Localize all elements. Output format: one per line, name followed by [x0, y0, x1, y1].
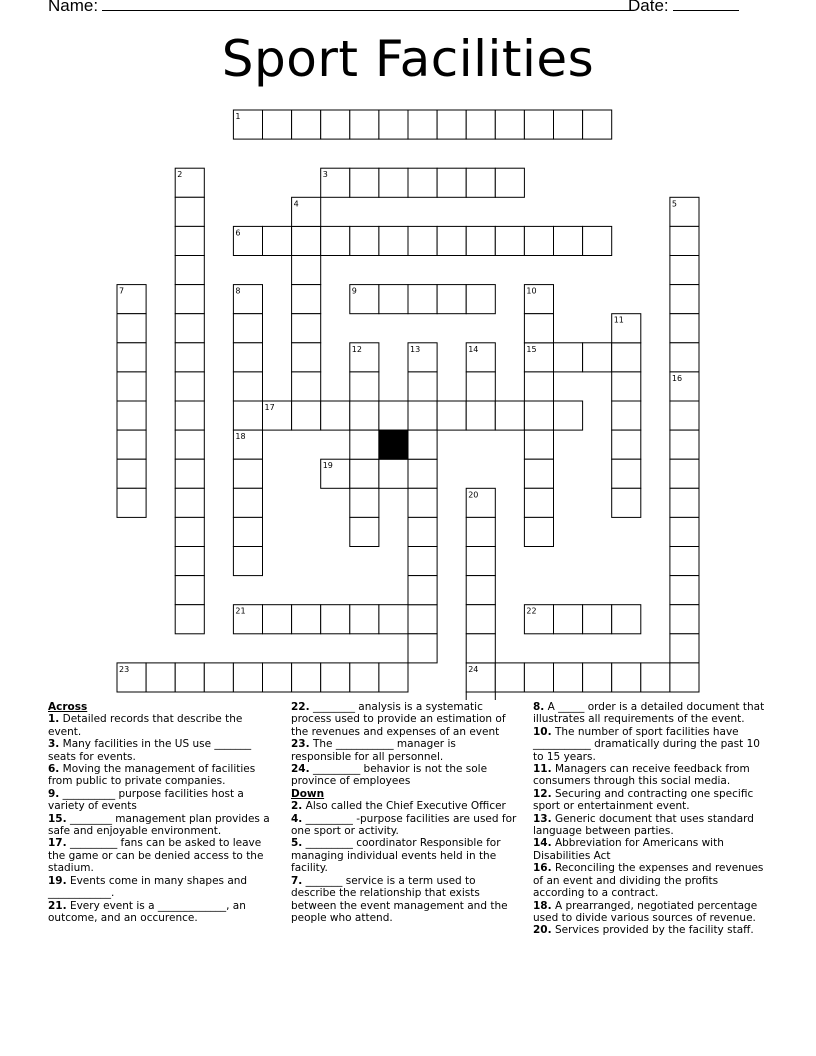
name-line[interactable]	[102, 0, 634, 11]
grid-cell[interactable]	[466, 517, 495, 546]
grid-cell[interactable]	[408, 343, 437, 372]
clue-down: 4. _________ -purpose facilities are used for one sport or activity.	[291, 812, 517, 838]
grid-cell[interactable]	[612, 459, 641, 488]
grid-cell[interactable]	[408, 285, 437, 314]
grid-cell[interactable]	[670, 576, 699, 605]
grid-cell[interactable]	[321, 110, 350, 139]
cell-number: 9	[351, 286, 357, 296]
grid-cell[interactable]	[175, 430, 204, 459]
grid-cell[interactable]	[670, 256, 699, 285]
grid-cell[interactable]	[408, 547, 437, 576]
grid-cell[interactable]	[495, 663, 524, 692]
grid-cell[interactable]	[175, 605, 204, 634]
clue-across: 17. _________ fans can be asked to leave the game or can be denied access to the stadium.	[48, 837, 264, 875]
grid-cell[interactable]	[350, 605, 379, 634]
cell-number: 11	[613, 315, 624, 325]
grid-cell[interactable]	[466, 372, 495, 401]
grid-cell[interactable]	[175, 314, 204, 343]
clue-down: 14. Abbreviation for Americans with Disabilities Act	[533, 837, 724, 862]
grid-cell[interactable]	[583, 663, 612, 692]
clues-column-2	[291, 701, 519, 924]
grid-cell[interactable]	[292, 401, 321, 430]
grid-cell[interactable]	[350, 430, 379, 459]
clue-down: 13. Generic document that uses standard language between parties.	[533, 812, 754, 838]
grid-cell[interactable]	[670, 517, 699, 546]
date-line[interactable]	[673, 0, 739, 11]
grid-cell[interactable]	[524, 663, 553, 692]
grid-cell[interactable]	[408, 372, 437, 401]
grid-cell[interactable]	[670, 285, 699, 314]
grid-cell[interactable]	[175, 576, 204, 605]
grid-cell[interactable]	[379, 663, 408, 692]
clue-across: 6. Moving the management of facilities from public to private companies.	[48, 763, 256, 788]
clue-down: 7. _______ service is a term used to describe the relationship that exists between the event management and the people who attend.	[291, 874, 508, 924]
grid-cell[interactable]	[612, 343, 641, 372]
grid-cell[interactable]	[524, 372, 553, 401]
grid-cell[interactable]	[117, 663, 146, 692]
grid-cell[interactable]	[379, 226, 408, 255]
grid-cell[interactable]	[670, 634, 699, 663]
grid-cell[interactable]	[408, 634, 437, 663]
cell-number: 16	[671, 373, 683, 383]
across-heading: Across	[48, 701, 88, 713]
grid-cell[interactable]	[612, 605, 641, 634]
grid-cell[interactable]	[263, 605, 292, 634]
clue-across: 22. ________ analysis is a systematic process used to provide an estimation of the revenues and expenses of an event	[291, 701, 506, 738]
grid-cell[interactable]	[117, 372, 146, 401]
cell-number: 24	[468, 664, 479, 674]
grid-cell[interactable]	[524, 314, 553, 343]
grid-cell[interactable]	[321, 459, 350, 488]
grid-cell[interactable]	[495, 226, 524, 255]
grid-cell[interactable]	[204, 663, 233, 692]
grid-cell[interactable]	[321, 226, 350, 255]
grid-cell[interactable]	[466, 547, 495, 576]
cell-number: 14	[468, 344, 479, 354]
date-field[interactable]	[628, 0, 739, 16]
clues-column-3	[533, 701, 769, 937]
cell-number: 5	[671, 199, 677, 209]
grid-cell[interactable]	[554, 110, 583, 139]
grid-cell[interactable]	[466, 168, 495, 197]
grid-cell[interactable]	[117, 459, 146, 488]
cell-number: 19	[322, 461, 333, 471]
cell-number: 8	[235, 286, 241, 296]
grid-cell[interactable]	[233, 459, 262, 488]
clue-across: 24. _________ behavior is not the sole province of employees	[291, 763, 488, 788]
grid-cell[interactable]	[292, 314, 321, 343]
grid-cell[interactable]	[146, 663, 175, 692]
cell-number: 23	[119, 664, 130, 674]
grid-cell[interactable]	[117, 285, 146, 314]
grid-cell[interactable]	[408, 576, 437, 605]
grid-cell[interactable]	[670, 401, 699, 430]
grid-cell[interactable]	[233, 605, 262, 634]
grid-cell[interactable]	[350, 343, 379, 372]
grid-cell[interactable]	[350, 372, 379, 401]
grid-cell[interactable]	[350, 488, 379, 517]
grid-cell[interactable]	[117, 488, 146, 517]
grid-cell[interactable]	[117, 401, 146, 430]
grid-cell[interactable]	[175, 401, 204, 430]
grid-cell[interactable]	[117, 314, 146, 343]
black-square	[379, 430, 408, 459]
grid-cell[interactable]	[175, 256, 204, 285]
cell-number: 6	[235, 228, 241, 238]
grid-cell[interactable]	[175, 459, 204, 488]
grid-cell[interactable]	[379, 110, 408, 139]
cell-number: 15	[526, 344, 537, 354]
grid-cell[interactable]	[466, 663, 495, 692]
grid-cell[interactable]	[670, 226, 699, 255]
grid-cell[interactable]	[175, 197, 204, 226]
grid-cell[interactable]	[408, 110, 437, 139]
grid-cell[interactable]	[292, 285, 321, 314]
grid-cell[interactable]	[524, 343, 553, 372]
grid-cell[interactable]	[350, 110, 379, 139]
grid-cell[interactable]	[379, 401, 408, 430]
clue-down: 20. Services provided by the facility staff.	[533, 924, 754, 937]
grid-cell[interactable]	[466, 401, 495, 430]
grid-cell[interactable]	[175, 547, 204, 576]
grid-cell[interactable]	[466, 605, 495, 634]
grid-cell[interactable]	[292, 197, 321, 226]
grid-cell[interactable]	[175, 343, 204, 372]
grid-cell[interactable]	[554, 605, 583, 634]
grid-cell[interactable]	[321, 401, 350, 430]
grid-cell[interactable]	[612, 401, 641, 430]
grid-cell[interactable]	[292, 256, 321, 285]
clue-across: 9. __________ purpose facilities host a variety of events	[48, 787, 244, 813]
cell-number: 22	[526, 606, 537, 616]
grid-cell[interactable]	[292, 663, 321, 692]
grid-cell[interactable]	[233, 343, 262, 372]
cell-number: 18	[235, 432, 246, 442]
grid-cell[interactable]	[379, 605, 408, 634]
grid-cell[interactable]	[466, 692, 495, 700]
grid-cell[interactable]	[495, 401, 524, 430]
clue-down: 10. The number of sport facilities have ___________ dramatically during the past 10 to 15 years.	[533, 725, 760, 763]
cell-number: 4	[293, 199, 299, 209]
grid-cell[interactable]	[495, 110, 524, 139]
grid-cell[interactable]	[524, 226, 553, 255]
grid-cell[interactable]	[233, 110, 262, 139]
clue-across: 1. Detailed records that describe the event.	[48, 713, 243, 738]
grid-cell[interactable]	[263, 401, 292, 430]
grid-cell[interactable]	[437, 110, 466, 139]
grid-cell[interactable]	[408, 430, 437, 459]
clue-across: 19. Events come in many shapes and ____________.	[48, 874, 248, 900]
clue-down: 5. _________ coordinator Responsible for managing individual events held in the facility.	[291, 837, 501, 875]
grid-cell[interactable]	[437, 168, 466, 197]
grid-cell[interactable]	[583, 226, 612, 255]
grid-cell[interactable]	[612, 372, 641, 401]
grid-cell[interactable]	[641, 663, 670, 692]
grid-cell[interactable]	[670, 430, 699, 459]
cell-number: 12	[351, 344, 362, 354]
grid-cell[interactable]	[670, 663, 699, 692]
grid-cell[interactable]	[466, 343, 495, 372]
grid-cell[interactable]	[466, 285, 495, 314]
grid-cell[interactable]	[408, 459, 437, 488]
grid-cell[interactable]	[408, 168, 437, 197]
clues-column-1	[48, 701, 276, 924]
grid-cell[interactable]	[175, 168, 204, 197]
grid-cell[interactable]	[175, 488, 204, 517]
clue-across: 21. Every event is a _____________, an outcome, and an occurence.	[48, 899, 246, 924]
grid-cell[interactable]	[670, 547, 699, 576]
grid-cell[interactable]	[233, 226, 262, 255]
grid-cell[interactable]	[554, 663, 583, 692]
grid-cell[interactable]	[117, 430, 146, 459]
grid-cell[interactable]	[670, 372, 699, 401]
grid-cell[interactable]	[466, 576, 495, 605]
grid-cell[interactable]	[583, 343, 612, 372]
grid-cell[interactable]	[175, 663, 204, 692]
grid-cell[interactable]	[117, 343, 146, 372]
grid-cell[interactable]	[292, 110, 321, 139]
grid-cell[interactable]	[524, 459, 553, 488]
grid-cell[interactable]	[408, 226, 437, 255]
clue-down: 8. A _____ order is a detailed document that illustrates all requirements of the event.	[533, 701, 765, 726]
grid-cell[interactable]	[408, 488, 437, 517]
grid-cell[interactable]	[321, 605, 350, 634]
grid-cell[interactable]	[175, 285, 204, 314]
cell-number: 2	[177, 170, 183, 180]
name-label: Name:	[48, 0, 99, 15]
grid-cell[interactable]	[466, 488, 495, 517]
grid-cell[interactable]	[408, 605, 437, 634]
page-title: Sport Facilities	[221, 30, 595, 88]
grid-cell[interactable]	[175, 226, 204, 255]
cell-number: 3	[322, 170, 328, 180]
cell-number: 20	[468, 490, 479, 500]
grid-cell[interactable]	[321, 663, 350, 692]
clue-down: 12. Securing and contracting one specific sport or entertainment event.	[533, 787, 754, 813]
grid-cell[interactable]	[233, 401, 262, 430]
grid-cell[interactable]	[233, 547, 262, 576]
grid-cell[interactable]	[670, 605, 699, 634]
grid-cell[interactable]	[263, 226, 292, 255]
grid-cell[interactable]	[292, 343, 321, 372]
grid-cell[interactable]	[350, 517, 379, 546]
grid-cell[interactable]	[350, 459, 379, 488]
clue-across: 15. ________ management plan provides a safe and enjoyable environment.	[48, 812, 270, 838]
grid-cell[interactable]	[554, 401, 583, 430]
clue-down: 2. Also called the Chief Executive Officer	[291, 800, 506, 813]
grid-cell[interactable]	[583, 605, 612, 634]
cell-number: 17	[264, 403, 275, 412]
grid-cell[interactable]	[524, 401, 553, 430]
grid-cell[interactable]	[233, 285, 262, 314]
grid-cell[interactable]	[263, 110, 292, 139]
grid-cell[interactable]	[233, 314, 262, 343]
grid-cell[interactable]	[670, 488, 699, 517]
grid-cell[interactable]	[554, 226, 583, 255]
grid-cell[interactable]	[233, 430, 262, 459]
grid-cell[interactable]	[524, 605, 553, 634]
grid-cell[interactable]	[554, 343, 583, 372]
grid-cell[interactable]	[175, 372, 204, 401]
grid-cell[interactable]	[466, 110, 495, 139]
grid-cell[interactable]	[350, 168, 379, 197]
grid-cell[interactable]	[524, 430, 553, 459]
grid-cell[interactable]	[495, 168, 524, 197]
clue-down: 11. Managers can receive feedback from consumers through this social media.	[533, 763, 750, 788]
grid-cell[interactable]	[408, 401, 437, 430]
grid-cell[interactable]	[350, 226, 379, 255]
grid-cell[interactable]	[670, 343, 699, 372]
cell-number: 7	[119, 286, 125, 296]
grid-cell[interactable]	[612, 663, 641, 692]
grid-cell[interactable]	[233, 663, 262, 692]
grid-cell[interactable]	[233, 517, 262, 546]
clue-down: 18. A prearranged, negotiated percentage used to divide various sources of revenue.	[533, 899, 758, 924]
grid-cell[interactable]	[292, 372, 321, 401]
grid-cell[interactable]	[437, 226, 466, 255]
grid-cell[interactable]	[466, 634, 495, 663]
grid-cell[interactable]	[670, 314, 699, 343]
grid-cell[interactable]	[321, 168, 350, 197]
cell-number: 1	[235, 112, 241, 121]
grid-cell[interactable]	[408, 517, 437, 546]
grid-cell[interactable]	[350, 401, 379, 430]
grid-cell[interactable]	[292, 226, 321, 255]
grid-cell[interactable]	[233, 372, 262, 401]
grid-cell[interactable]	[379, 285, 408, 314]
grid-cell[interactable]	[466, 226, 495, 255]
grid-cell[interactable]	[612, 488, 641, 517]
date-label: Date:	[628, 0, 669, 15]
grid-cell[interactable]	[524, 110, 553, 139]
grid-cell[interactable]	[175, 517, 204, 546]
grid-cell[interactable]	[263, 663, 292, 692]
grid-cell[interactable]	[612, 430, 641, 459]
grid-cell[interactable]	[437, 285, 466, 314]
clue-across: 23. The ___________ manager is responsible for all personnel.	[291, 738, 456, 763]
grid-cell[interactable]	[670, 197, 699, 226]
grid-cell[interactable]	[524, 285, 553, 314]
grid-cell[interactable]	[350, 663, 379, 692]
cell-number: 10	[526, 286, 537, 296]
grid-cell[interactable]	[612, 314, 641, 343]
grid-cell[interactable]	[524, 517, 553, 546]
grid-cell[interactable]	[233, 488, 262, 517]
grid-cell[interactable]	[583, 110, 612, 139]
grid-cell[interactable]	[437, 401, 466, 430]
clue-across: 3. Many facilities in the US use _______ seats for events.	[48, 738, 252, 763]
grid-cell[interactable]	[379, 459, 408, 488]
grid-cell[interactable]	[350, 285, 379, 314]
grid-cell[interactable]	[292, 605, 321, 634]
clue-down: 16. Reconciling the expenses and revenues of an event and dividing the profits according to a contract.	[533, 862, 764, 900]
cell-number: 13	[410, 344, 421, 354]
grid-cell[interactable]	[524, 488, 553, 517]
grid-cell[interactable]	[670, 459, 699, 488]
name-field[interactable]	[48, 0, 634, 16]
cell-number: 21	[235, 606, 246, 616]
grid-cell[interactable]	[379, 168, 408, 197]
down-heading: Down	[291, 787, 325, 800]
